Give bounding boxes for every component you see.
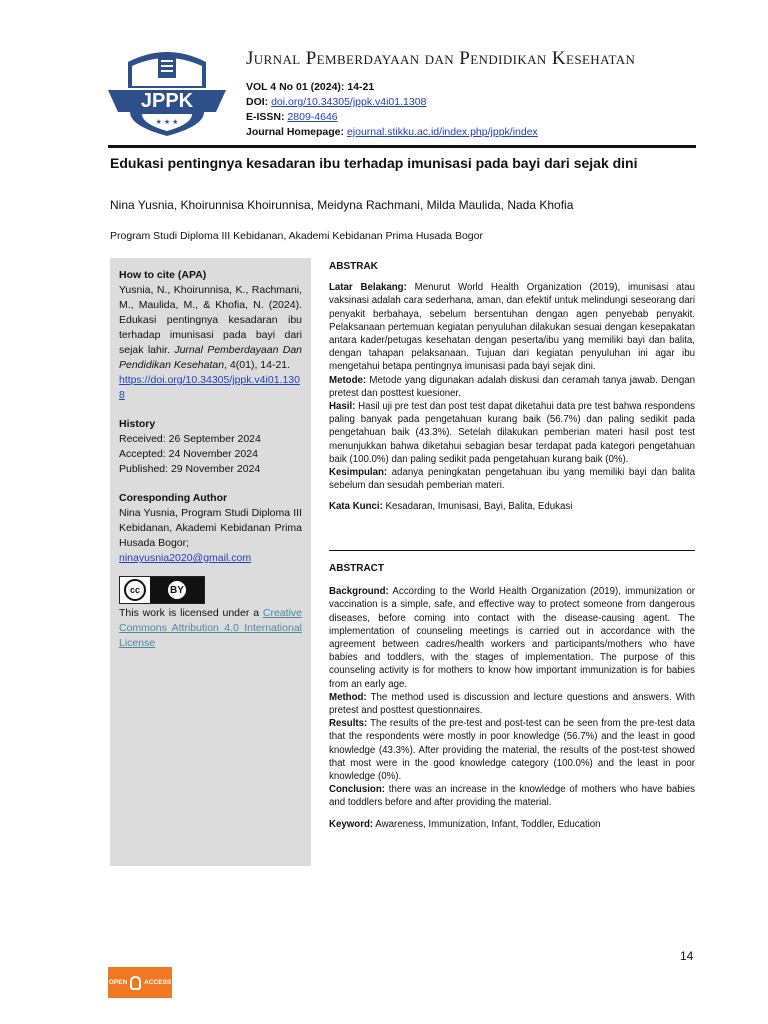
abstract-keywords: Keyword: Awareness, Immunization, Infant, Toddler, Education	[329, 818, 601, 830]
corresponding-author: Nina Yusnia, Program Studi Diploma III Kebidanan, Akademi Kebidanan Prima Husada Bogor;	[119, 507, 302, 549]
journal-meta	[246, 80, 538, 140]
abstract-method: Method: The method used is discussion and lecture questions and answers. With pretest and posttest questionnaires.	[329, 691, 695, 717]
journal-logo	[108, 44, 226, 138]
eissn-line: E-ISSN: 2809-4646	[246, 111, 338, 123]
homepage-line: Journal Homepage: ejournal.stikku.ac.id/index.php/jppk/index	[246, 126, 538, 138]
eissn-link[interactable]: 2809-4646	[287, 111, 338, 123]
abstract-section	[329, 562, 695, 831]
info-sidebar	[110, 258, 311, 866]
cc-icon: cc	[124, 579, 146, 601]
open-access-left: OPEN	[108, 979, 128, 986]
citation-journal: Jurnal Pemberdayaan Dan Pendidikan Kesehatan	[119, 344, 302, 371]
abstrak-heading: ABSTRAK	[329, 261, 378, 272]
affiliation: Program Studi Diploma III Kebidanan, Akademi Kebidanan Prima Husada Bogor	[110, 230, 483, 242]
page-number: 14	[680, 949, 694, 963]
journal-title: Jurnal Pemberdayaan dan Pendidikan Kesehatan	[246, 48, 636, 69]
cc-by-badge[interactable]	[119, 576, 205, 604]
license-text: This work is licensed under a Creative Commons Attribution 4.0 International License	[119, 607, 302, 649]
accepted-date: Accepted: 24 November 2024	[119, 448, 258, 460]
abstrak-method: Metode: Metode yang digunakan adalah diskusi dan ceramah tanya jawab. Dengan pretest dan posttest kuesioner.	[329, 374, 695, 399]
license-link[interactable]: Creative Commons Attribution 4.0 International License	[119, 607, 302, 649]
abstrak-result: Hasil: Hasil uji pre test dan post test dapat diketahui data pre test bahwa respondens paling banyak pada pengetahuan kurang baik (56.7%) dan paling sedikit pada pengetahuan baik (43.3%). Setelah dilakukan pemberian materi hasil post test menunjukkan bahwa diketahui sebagian besar terdapat pada kategori pengetahuan baik (100.0%) dan paling sedikit pada pengetahuan kurang baik (0%).	[329, 401, 695, 465]
by-icon: BY	[168, 581, 186, 599]
homepage-link[interactable]: ejournal.stikku.ac.id/index.php/jppk/index	[346, 126, 538, 138]
published-date: Published: 29 November 2024	[119, 463, 261, 475]
received-date: Received: 26 September 2024	[119, 433, 261, 445]
abstrak-background: Latar Belakang: Menurut World Health Organization (2019), imunisasi atau vaksinasi adalah cara sederhana, aman, dan efektif untuk melindungi seseorang dari penyakit berbahaya, sebelum bersentuhan dengan agen penyebab penyakit. Pelaksanaan pertemuan kegiatan penyuluhan dilakukan sesuai dengan kesepakatan antara kader/petugas kesehatan dengan peserta/ibu yang memiliki bayi dan balita, dengan tahapan pelaksanaan. Tujuan dari kegiatan penyuluhan ini agar ibu mengetahui betapa pentingnya imunisasi pada bayi sejak dini.	[329, 282, 696, 373]
author-list: Nina Yusnia, Khoirunnisa Khoirunnisa, Meidyna Rachmani, Milda Maulida, Nada Khofia	[110, 198, 574, 212]
citation-text: Yusnia, N., Khoirunnisa, K., Rachmani, M., Maulida, M., & Khofia, N. (2024). Edukasi pentingnya kesadaran ibu terhadap imunisasi pada bayi dari sejak lahir. Jurnal Pemberdayaan Dan Pendidikan Kesehatan, 4(01), 14-21.	[119, 284, 302, 371]
abstract-background: Background: According to the World Health Organization (2019), immunization or vaccination is a simple, safe, and effective way to protect someone from dangerous diseases, before coming into contact with the disease-causing agent. The implementation of counseling meetings is carried out in accordance with the agreement between cadres/health workers and participants/mothers who have babies and toddlers, with the stages of implementation. The purpose of this counseling activity is for mothers to know how important immunization is for babies from an early age.	[329, 586, 695, 690]
open-access-right: ACCESS	[144, 979, 172, 986]
abstract-divider	[329, 550, 695, 551]
abstrak-conclusion: Kesimpulan: adanya peningkatan pengetahuan ibu yang memiliki bayi dan balita sebelum dan sesudah pemberian materi.	[329, 467, 695, 492]
article-title: Edukasi pentingnya kesadaran ibu terhadap imunisasi pada bayi dari sejak dini	[110, 155, 638, 171]
logo-text: JPPK	[140, 90, 194, 112]
doi-line: DOI: doi.org/10.34305/jppk.v4i01.1308	[246, 96, 427, 108]
abstract-result: Results: The results of the pre-test and post-test can be seen from the pre-test data that the respondents were mostly in poor knowledge (56.7%) and the least in good knowledge (43.3%). After providing the material, the results of the post-test showed that most were in the good knowledge category (100.0%) and the least in poor knowledge (0%).	[329, 718, 695, 783]
abstract-conclusion: Conclusion: there was an increase in the knowledge of mothers who have babies and toddlers before and after providing the material.	[329, 784, 695, 809]
abstrak-keywords: Kata Kunci: Kesadaran, Imunisasi, Bayi, Balita, Edukasi	[329, 501, 573, 513]
open-access-badge	[108, 967, 172, 998]
abstrak-section	[329, 260, 695, 514]
cite-heading: How to cite (APA)	[119, 269, 207, 281]
header-divider	[108, 145, 696, 148]
open-lock-icon	[130, 976, 141, 990]
doi-link[interactable]: doi.org/10.34305/jppk.v4i01.1308	[271, 96, 427, 108]
author-heading: Coresponding Author	[119, 492, 228, 504]
abstract-heading: ABSTRACT	[329, 563, 384, 574]
volume-line: VOL 4 No 01 (2024): 14-21	[246, 81, 375, 93]
author-email-link[interactable]: ninayusnia2020@gmail.com	[119, 552, 252, 564]
citation-doi-link[interactable]: https://doi.org/10.34305/jppk.v4i01.1308	[119, 374, 300, 401]
history-heading: History	[119, 418, 156, 430]
logo-stars: ★ ★ ★	[155, 119, 179, 126]
